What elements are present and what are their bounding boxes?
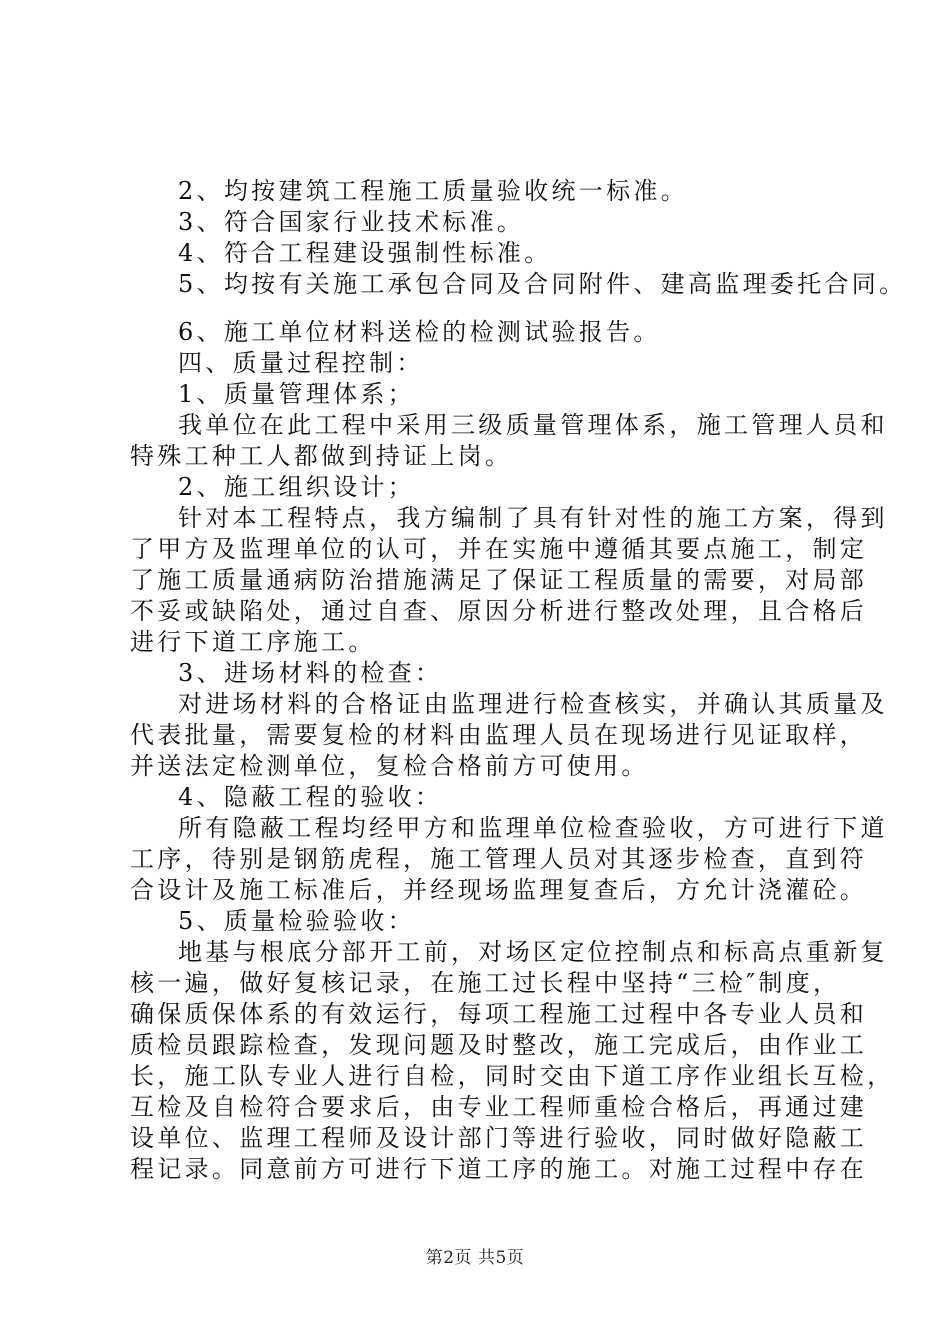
text-line: 2、施工组织设计； <box>178 473 415 501</box>
text-line: 工序，待别是钢筋虎程，施工管理人员对其逐步检查，直到符 <box>130 845 868 873</box>
text-line: 所有隐蔽工程均经甲方和监理单位检查验收，方可进行下道 <box>178 814 888 842</box>
paragraph-gap <box>130 300 840 317</box>
text-line: 长，施工队专业人进行自检，同时交由下道工序作业组长互检， <box>130 1062 895 1090</box>
text-line: 代表批量，需要复检的材料由监理人员在现场进行见证取样， <box>130 721 868 749</box>
text-line: 对进场材料的合格证由监理进行检查核实，并确认其质量及 <box>178 690 888 718</box>
text-line: 4、隐蔽工程的验收： <box>178 783 443 811</box>
text-line: 程记录。同意前方可进行下道工序的施工。对施工过程中存在 <box>130 1155 868 1183</box>
text-line: 1、质量管理体系； <box>178 380 415 408</box>
text-line: 合设计及施工标准后，并经现场监理复查后，方允计浇灌砼。 <box>130 876 868 904</box>
text-line: 2、均按建筑工程施工质量验收统一标准。 <box>178 177 688 205</box>
text-line: 质检员跟踪检查，发现问题及时整改，施工完成后，由作业工 <box>130 1031 868 1059</box>
text-line: 了甲方及监理单位的认可，并在实施中遵循其要点施工，制定 <box>130 535 868 563</box>
text-line: 4、符合工程建设强制性标准。 <box>178 239 552 267</box>
text-line: 5、质量检验验收： <box>178 907 415 935</box>
text-line: 我单位在此工程中采用三级质量管理体系，施工管理人员和 <box>178 411 888 439</box>
text-line: 了施工质量通病防治措施满足了保证工程质量的需要，对局部 <box>130 566 868 594</box>
text-line: 针对本工程特点，我方编制了具有针对性的施工方案，得到 <box>178 504 888 532</box>
text-line: 互检及自检符合要求后，由专业工程师重检合格后，再通过建 <box>130 1093 868 1121</box>
text-line: 地基与根底分部开工前，对场区定位控制点和标高点重新复 <box>178 938 888 966</box>
text-line: 不妥或缺陷处，通过自查、原因分析进行整改处理，且合格后 <box>130 597 868 625</box>
text-line: 3、进场材料的检查： <box>178 659 443 687</box>
text-line: 并送法定检测单位，复检合格前方可使用。 <box>130 752 649 780</box>
text-line: 设单位、监理工程师及设计部门等进行验收，同时做好隐蔽工 <box>130 1124 868 1152</box>
text-line: 特殊工种工人都做到持证上岗。 <box>130 442 513 470</box>
text-line: 四、质量过程控制： <box>178 349 424 377</box>
document-body <box>130 176 907 1185</box>
page-footer: 第2页 共5页 <box>425 1248 525 1268</box>
text-line: 3、符合国家行业技术标准。 <box>178 208 525 236</box>
text-line: 进行下道工序施工。 <box>130 628 376 656</box>
text-line: 核一遍，做好复核记录，在施工过长程中坚持“三检″制度， <box>130 969 841 997</box>
text-line: 确保质保体系的有效运行，每项工程施工过程中各专业人员和 <box>130 1000 868 1028</box>
text-line: 6、施工单位材料送检的检测试验报告。 <box>178 318 661 346</box>
text-line: 5、均按有关施工承包合同及合同附件、建高监理委托合同。 <box>178 270 907 298</box>
